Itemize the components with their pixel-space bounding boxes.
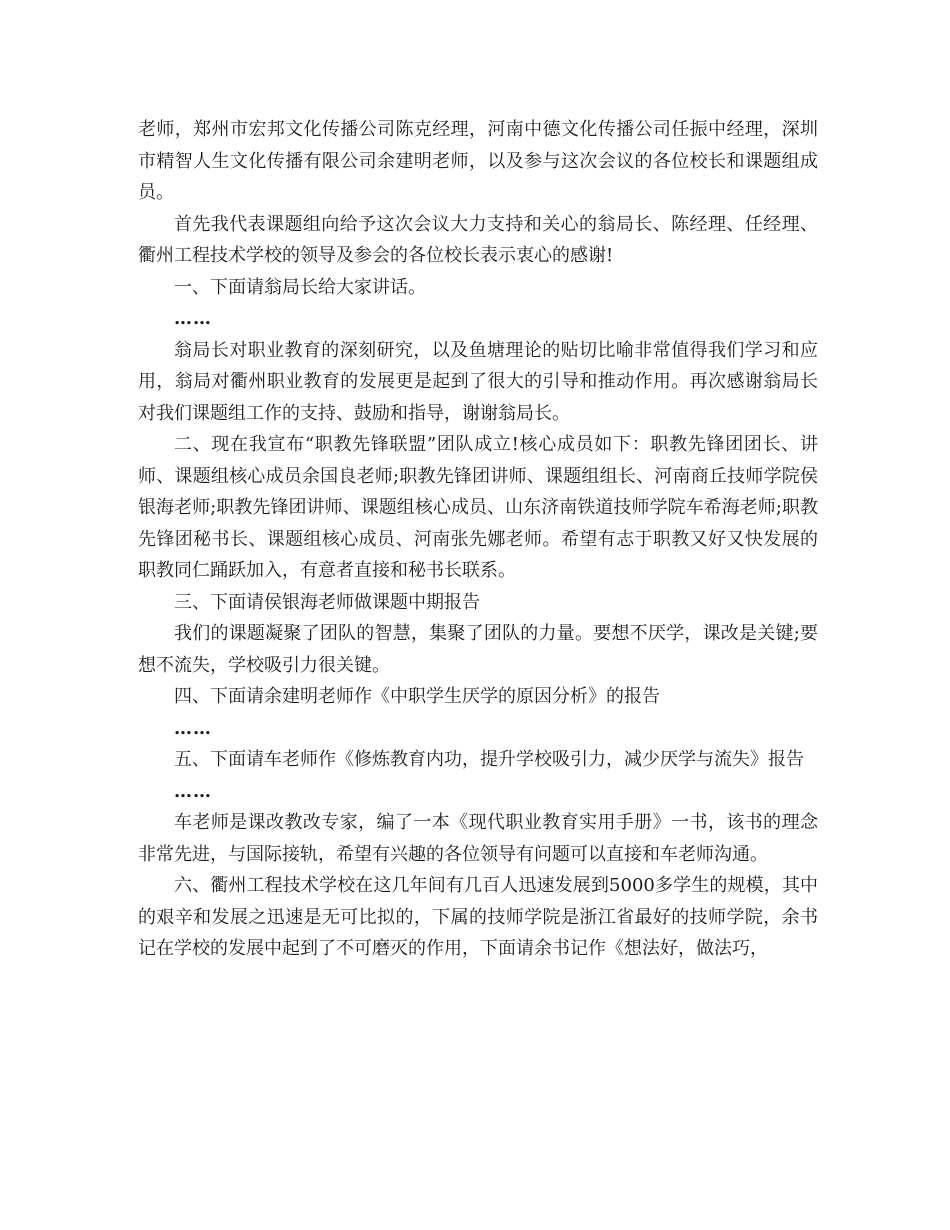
paragraph-che-summary: 车老师是课改教改专家，编了一本《现代职业教育实用手册》一书，该书的理念非常先进，与国际接轨，希望有兴趣的各位领导有问题可以直接和车老师沟通。 bbox=[138, 812, 818, 865]
paragraph-continuation: 老师，郑州市宏邦文化传播公司陈克经理，河南中德文化传播公司任振中经理，深圳市精智人生文化传播有限公司余建明老师，以及参与这次会议的各位校长和课题组成员。 bbox=[138, 119, 818, 203]
agenda-item-1: 一、下面请翁局长给大家讲话。 bbox=[174, 276, 426, 298]
agenda-item-3: 三、下面请侯银海老师做课题中期报告 bbox=[174, 591, 480, 613]
ellipsis-1: …… bbox=[174, 308, 212, 329]
paragraph-report-summary: 我们的课题凝聚了团队的智慧，集聚了团队的力量。要想不厌学，课改是关键;要想不流失，学校吸引力很关键。 bbox=[138, 623, 818, 676]
paragraph-thanks: 首先我代表课题组向给予这次会议大力支持和关心的翁局长、陈经理、任经理、衢州工程技术学校的领导及参会的各位校长表示衷心的感谢! bbox=[138, 213, 818, 266]
paragraph-weng-summary: 翁局长对职业教育的深刻研究，以及鱼塘理论的贴切比喻非常值得我们学习和应用，翁局对衢州职业教育的发展更是起到了很大的引导和推动作用。再次感谢翁局长对我们课题组工作的支持、鼓励和指导，谢谢翁局长。 bbox=[138, 339, 818, 424]
agenda-item-2: 二、现在我宣布“职教先锋联盟”团队成立!核心成员如下：职教先锋团团长、讲师、课题组核心成员余国良老师;职教先锋团讲师、课题组组长、河南商丘技师学院侯银海老师;职教先锋团讲师、课题组核心成员、山东济南铁道技师学院车希海老师;职教先锋团秘书长、课题组核心成员、河南张先娜老师。希望有志于职教又好又快发展的职教同仁踊跃加入，有意者直接和秘书长联系。 bbox=[138, 434, 818, 581]
document-body bbox=[138, 114, 818, 965]
ellipsis-3: …… bbox=[174, 780, 212, 802]
agenda-item-5: 五、下面请车老师作《修炼教育内功，提升学校吸引力，减少厌学与流失》报告 bbox=[174, 749, 804, 770]
agenda-item-4: 四、下面请余建明老师作《中职学生厌学的原因分析》的报告 bbox=[174, 686, 660, 707]
agenda-item-6: 六、衢州工程技术学校在这几年间有几百人迅速发展到5000多学生的规模，其中的艰辛和发展之迅速是无可比拟的，下属的技师学院是浙江省最好的技师学院，余书记在学校的发展中起到了不可磨灭的作用，下面请余书记作《想法好，做法巧， bbox=[138, 875, 818, 959]
ellipsis-2: …… bbox=[174, 717, 212, 739]
